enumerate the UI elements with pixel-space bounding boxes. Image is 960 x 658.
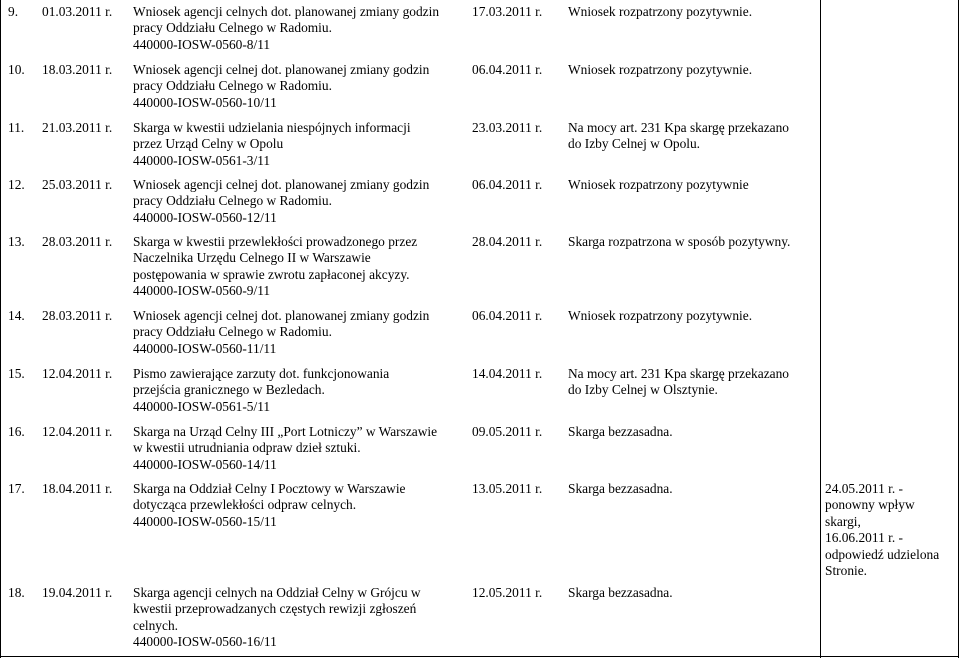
case-reference: 440000-IOSW-0560-14/11 xyxy=(133,456,277,472)
subject-cell xyxy=(133,366,467,415)
row-number: 12. xyxy=(8,177,25,192)
subject-line: celnych. xyxy=(133,617,178,633)
subject-line: Skarga agencji celnych na Oddział Celny w Grójcu w xyxy=(133,585,421,600)
resolution-date: 12.05.2011 r. xyxy=(472,585,543,600)
resolution-cell xyxy=(568,481,818,497)
submission-date: 18.04.2011 r. xyxy=(42,481,113,496)
resolution-line: Wniosek rozpatrzony pozytywnie. xyxy=(568,62,753,77)
subject-line: Wniosek agencji celnych dot. planowanej zmiany godzin xyxy=(133,4,440,19)
subject-line: w kwestii utrudniania odpraw dzieł sztuki. xyxy=(133,440,361,456)
row-number: 16. xyxy=(8,424,25,439)
resolution-line: Skarga bezzasadna. xyxy=(568,481,673,496)
subject-line: Skarga na Urząd Celny III „Port Lotniczy” w Warszawie xyxy=(133,424,438,439)
row-number: 14. xyxy=(8,308,25,323)
resolution-cell xyxy=(568,4,818,20)
resolution-line: Wniosek rozpatrzony pozytywnie. xyxy=(568,4,753,19)
resolution-date: 06.04.2011 r. xyxy=(472,62,543,77)
resolution-cell xyxy=(568,308,818,324)
subject-line: pracy Oddziału Celnego w Radomiu. xyxy=(133,324,332,340)
subject-line: przez Urząd Celny w Opolu xyxy=(133,136,284,152)
case-reference: 440000-IOSW-0560-15/11 xyxy=(133,513,277,529)
table-border-bottom xyxy=(0,656,959,657)
subject-line: dotycząca przewlekłości odpraw celnych. xyxy=(133,497,357,513)
resolution-line: Na mocy art. 231 Kpa skargę przekazano xyxy=(568,366,789,381)
resolution-line: do Izby Celnej w Opolu. xyxy=(568,136,701,152)
resolution-line: Na mocy art. 231 Kpa skargę przekazano xyxy=(568,120,789,135)
subject-line: Skarga w kwestii przewlekłości prowadzonego przez xyxy=(133,234,418,249)
resolution-cell xyxy=(568,424,818,440)
case-reference: 440000-IOSW-0560-16/11 xyxy=(133,634,277,650)
resolution-line: Wniosek rozpatrzony pozytywnie. xyxy=(568,308,753,323)
subject-line: pracy Oddziału Celnego w Radomiu. xyxy=(133,193,332,209)
subject-line: przejścia granicznego w Bezledach. xyxy=(133,382,325,398)
subject-line: pracy Oddziału Celnego w Radomiu. xyxy=(133,78,332,94)
remarks-line: ponowny wpływ xyxy=(825,497,915,513)
resolution-cell xyxy=(568,177,818,193)
submission-date: 28.03.2011 r. xyxy=(42,308,113,323)
subject-line: postępowania w sprawie zwrotu zapłaconej akcyzy. xyxy=(133,266,410,282)
subject-line: Wniosek agencji celnej dot. planowanej zmiany godzin xyxy=(133,177,430,192)
resolution-date: 13.05.2011 r. xyxy=(472,481,543,496)
subject-cell xyxy=(133,234,467,300)
table-border-right xyxy=(958,0,959,658)
column-divider-remarks xyxy=(820,0,821,658)
case-reference: 440000-IOSW-0560-10/11 xyxy=(133,94,277,110)
row-number: 13. xyxy=(8,234,25,249)
subject-cell xyxy=(133,4,467,53)
subject-line: kwestii przeprowadzanych częstych rewizji zgłoszeń xyxy=(133,601,417,617)
subject-cell xyxy=(133,120,467,169)
subject-cell xyxy=(133,424,467,473)
resolution-line: Skarga bezzasadna. xyxy=(568,424,673,439)
row-number: 10. xyxy=(8,62,25,77)
resolution-date: 09.05.2011 r. xyxy=(472,424,543,439)
submission-date: 25.03.2011 r. xyxy=(42,177,113,192)
submission-date: 19.04.2011 r. xyxy=(42,585,113,600)
remarks-line: 24.05.2011 r. - xyxy=(825,481,903,496)
resolution-cell xyxy=(568,366,818,399)
case-reference: 440000-IOSW-0561-5/11 xyxy=(133,398,271,414)
resolution-cell xyxy=(568,234,818,250)
subject-cell xyxy=(133,481,467,530)
resolution-date: 23.03.2011 r. xyxy=(472,120,543,135)
subject-line: pracy Oddziału Celnego w Radomiu. xyxy=(133,20,332,36)
resolution-date: 06.04.2011 r. xyxy=(472,177,543,192)
subject-line: Wniosek agencji celnej dot. planowanej zmiany godzin xyxy=(133,308,430,323)
subject-cell xyxy=(133,585,467,651)
submission-date: 28.03.2011 r. xyxy=(42,234,113,249)
resolution-cell xyxy=(568,120,818,153)
subject-cell xyxy=(133,308,467,357)
remarks-line: skargi, xyxy=(825,513,861,529)
subject-line: Naczelnika Urzędu Celnego II w Warszawie xyxy=(133,250,371,266)
remarks-line: odpowiedź udzielona xyxy=(825,546,940,562)
resolution-line: Skarga bezzasadna. xyxy=(568,585,673,600)
row-number: 11. xyxy=(8,120,25,135)
remarks-cell xyxy=(825,481,955,579)
row-number: 18. xyxy=(8,585,25,600)
resolution-date: 17.03.2011 r. xyxy=(472,4,543,19)
resolution-line: Skarga rozpatrzona w sposób pozytywny. xyxy=(568,234,791,249)
resolution-date: 28.04.2011 r. xyxy=(472,234,543,249)
subject-cell xyxy=(133,177,467,226)
case-reference: 440000-IOSW-0560-12/11 xyxy=(133,209,277,225)
table-border-left xyxy=(0,0,1,658)
subject-line: Pismo zawierające zarzuty dot. funkcjonowania xyxy=(133,366,390,381)
remarks-line: Stronie. xyxy=(825,563,868,579)
remarks-line: 16.06.2011 r. - xyxy=(825,530,903,546)
subject-line: Skarga na Oddział Celny I Pocztowy w Warszawie xyxy=(133,481,406,496)
case-reference: 440000-IOSW-0561-3/11 xyxy=(133,152,271,168)
resolution-line: do Izby Celnej w Olsztynie. xyxy=(568,382,718,398)
resolution-date: 06.04.2011 r. xyxy=(472,308,543,323)
resolution-cell xyxy=(568,62,818,78)
submission-date: 12.04.2011 r. xyxy=(42,424,113,439)
resolution-cell xyxy=(568,585,818,601)
submission-date: 12.04.2011 r. xyxy=(42,366,113,381)
case-reference: 440000-IOSW-0560-8/11 xyxy=(133,36,271,52)
subject-line: Wniosek agencji celnej dot. planowanej zmiany godzin xyxy=(133,62,430,77)
subject-line: Skarga w kwestii udzielania niespójnych informacji xyxy=(133,120,411,135)
resolution-line: Wniosek rozpatrzony pozytywnie xyxy=(568,177,749,192)
submission-date: 18.03.2011 r. xyxy=(42,62,113,77)
submission-date: 21.03.2011 r. xyxy=(42,120,113,135)
row-number: 15. xyxy=(8,366,25,381)
case-reference: 440000-IOSW-0560-9/11 xyxy=(133,283,271,299)
row-number: 17. xyxy=(8,481,25,496)
resolution-date: 14.04.2011 r. xyxy=(472,366,543,381)
case-reference: 440000-IOSW-0560-11/11 xyxy=(133,340,277,356)
submission-date: 01.03.2011 r. xyxy=(42,4,113,19)
subject-cell xyxy=(133,62,467,111)
row-number: 9. xyxy=(8,4,19,19)
